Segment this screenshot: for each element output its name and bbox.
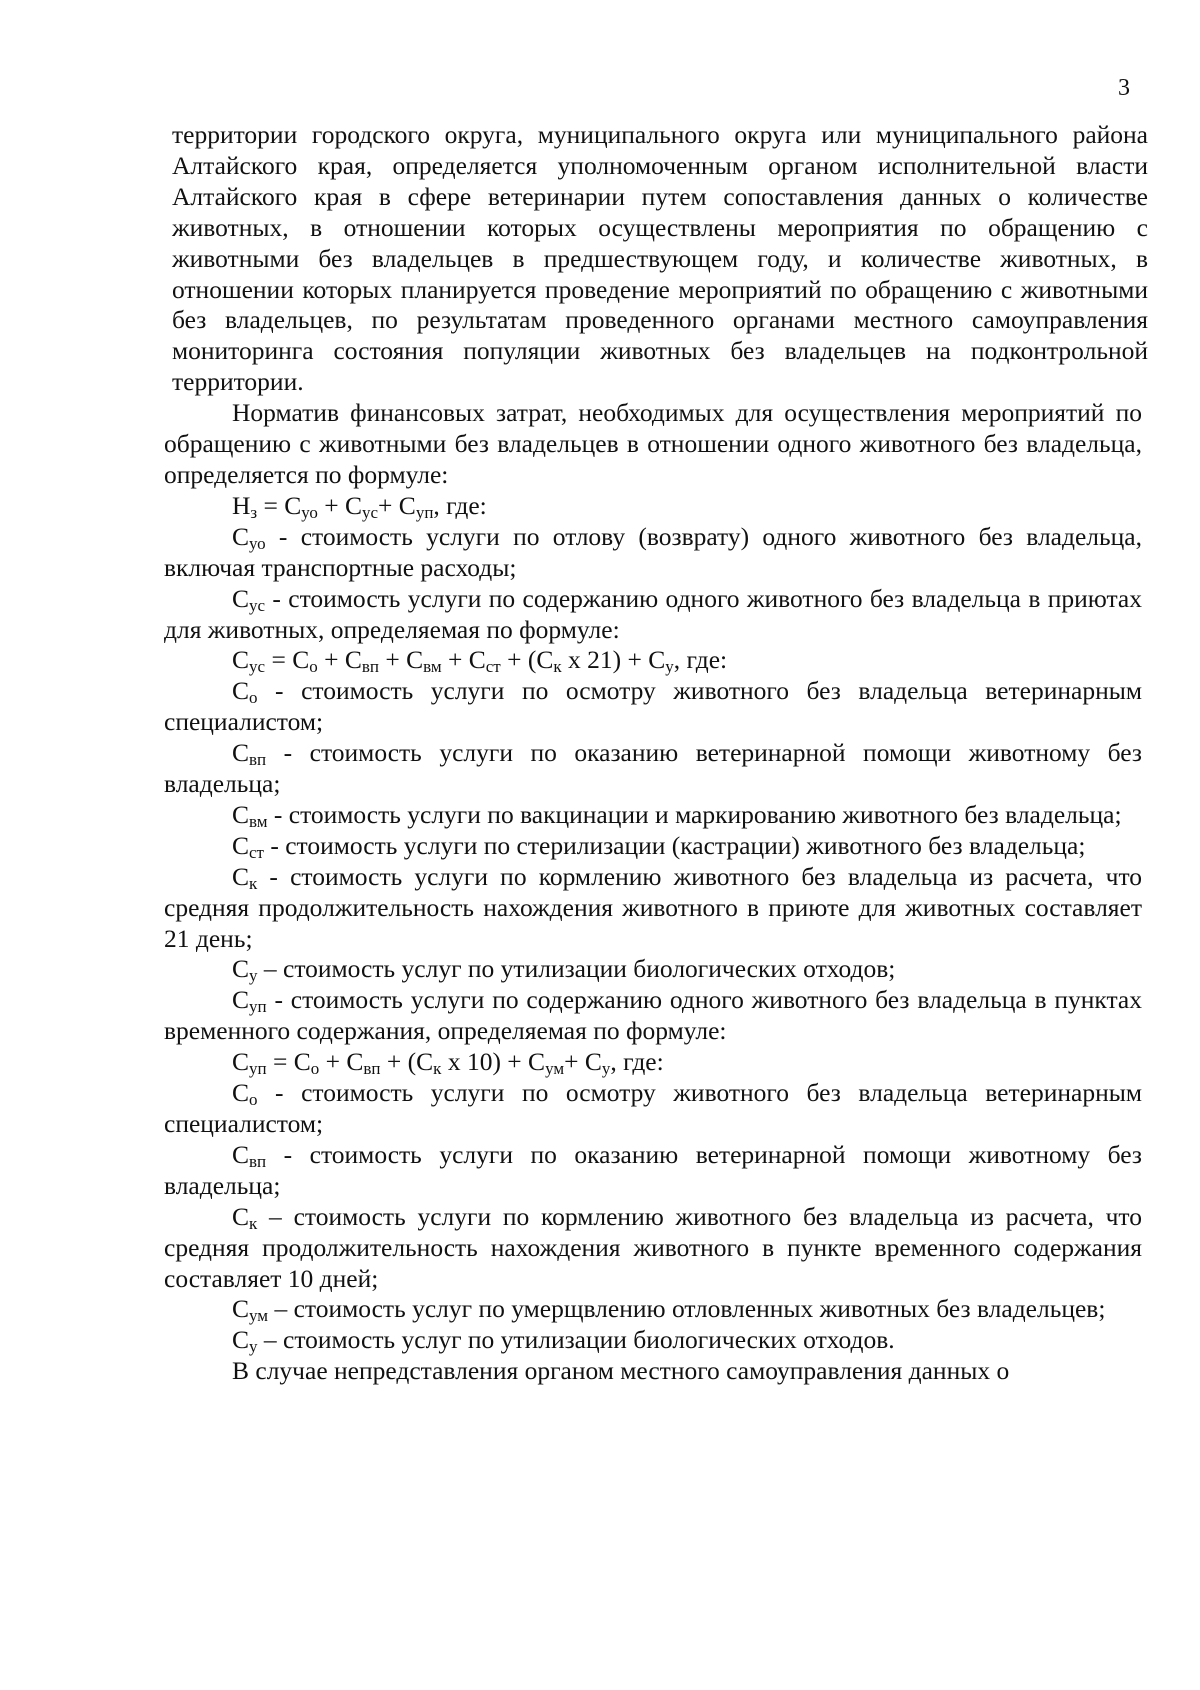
- document-body: [0, 120, 1200, 1387]
- definition-ck-2: $С_к$ – стоимость услуги по кормлению животного без владельца из расчета, что средняя продолжительность нахождения животного в пункте временного содержания составляет 10 дней;: [164, 1201, 1142, 1293]
- definition-ck: $С_к$ - стоимость услуги по кормлению животного без владельца из расчета, что средняя продолжительность нахождения животного в приюте для животных составляет 21 день;: [164, 861, 1142, 953]
- definition-cvp-2: $С_{вп}$ - стоимость услуги по оказанию ветеринарной помощи животному без владельца;: [164, 1139, 1142, 1200]
- definition-cu: $С_у$ – стоимость услуг по утилизации биологических отходов;: [232, 954, 896, 986]
- formula-cup: $С_{уп} = С_о + С_{вп} + (С_к$ х $10) + С_{ум}+ С_у$, где:: [232, 1047, 664, 1079]
- definition-cuo: $С_{уо}$ - стоимость услуги по отлову (возврату) одного животного без владельца, включая транспортные расходы;: [164, 521, 1142, 582]
- paragraph-non-submission: В случае непредставления органом местного самоуправления данных о: [232, 1356, 1010, 1386]
- page-number: 3: [1118, 75, 1130, 101]
- definition-co: $С_о$ - стоимость услуги по осмотру животного без владельца ветеринарным специалистом;: [164, 676, 1142, 737]
- definition-cus: $С_{ус}$ - стоимость услуги по содержанию одного животного без владельца в приютах для животных, определяемая по формуле:: [164, 583, 1142, 644]
- definition-cu-2: $С_у$ – стоимость услуг по утилизации биологических отходов.: [232, 1325, 895, 1357]
- definition-cum: $С_{ум}$ – стоимость услуг по умерщвлению отловленных животных без владельцев;: [232, 1294, 1106, 1326]
- paragraph-norm-definition: Норматив финансовых затрат, необходимых для осуществления мероприятий по обращению с животными без владельцев в отношении одного животного без владельца, определяется по формуле:: [164, 398, 1142, 489]
- paragraph-territory: территории городского округа, муниципального округа или муниципального района Алтайского края, определяется уполномоченным органом исполнительной власти Алтайского края в сфере ветеринарии путем сопоставления данных о количестве животных, в отношении которых осуществлены мероприятия по обращению с животными без владельцев в предшествующем году, и количестве животных, в отношении которых планируется проведение мероприятий по обращению с животными без владельцев, по результатам проведенного органами местного самоуправления мониторинга состояния популяции животных без владельцев на подконтрольной территории.: [172, 120, 1148, 397]
- definition-co-2: $С_о$ - стоимость услуги по осмотру животного без владельца ветеринарным специалистом;: [164, 1078, 1142, 1138]
- definition-cup: $С_{уп}$ - стоимость услуги по содержанию одного животного без владельца в пунктах временного содержания, определяемая по формуле:: [164, 985, 1142, 1046]
- definition-cst: $С_{ст}$ - стоимость услуги по стерилизации (кастрации) животного без владельца;: [232, 830, 1086, 862]
- definition-cvm: $С_{вм}$ - стоимость услуги по вакцинации и маркированию животного без владельца;: [232, 799, 1122, 831]
- formula-cus: $С_{ус} = С_о + С_{вп} + С_{вм} + С_{ст} + (С_к$ х $21) + С_у$, где:: [232, 645, 728, 677]
- formula-nz: $Н_з = С_{уо} + С_{ус}+ С_{уп}$, где:: [232, 490, 487, 522]
- definition-cvp: $С_{вп}$ - стоимость услуги по оказанию ветеринарной помощи животному без владельца;: [164, 738, 1142, 799]
